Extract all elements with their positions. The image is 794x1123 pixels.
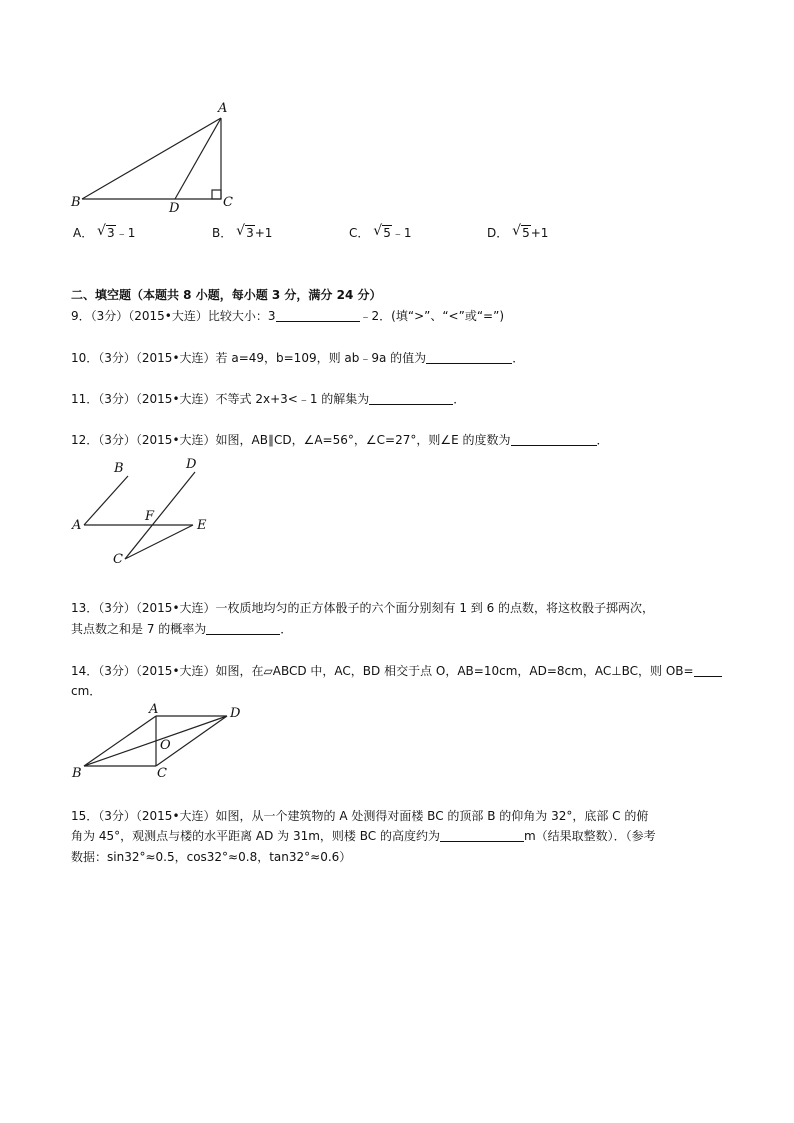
- label-c: C: [113, 552, 123, 567]
- question-text-after: m（结果取整数）．（参考: [523, 829, 656, 843]
- option-letter: C．: [349, 226, 370, 240]
- label-c: C: [157, 766, 167, 781]
- question-text: 12．（3分）（2015•大连）如图，AB∥CD，∠A=56°，∠C=27°，则∠E 的度数为: [71, 433, 511, 447]
- question-text-after: ．: [512, 351, 525, 365]
- question-text-after: ﹣2．(填“>”、“<”或“=”): [359, 309, 504, 323]
- question-text: 9．（3分）（2015•大连）比较大小：3: [71, 309, 276, 323]
- question-text: 11．（3分）（2015•大连）不等式 2x+3<﹣1 的解集为: [71, 392, 370, 406]
- question-text: 15．（3分）（2015•大连）如图，从一个建筑物的 A 处测得对面楼 BC 的顶部 B 的仰角为 32°，底部 C 的俯: [71, 809, 649, 823]
- question-text-after: ．: [453, 392, 466, 406]
- question-text-after: ．: [596, 433, 609, 447]
- label-b: B: [114, 461, 124, 476]
- radicand: 3: [107, 226, 115, 240]
- question-text: cm．: [71, 684, 102, 698]
- option-letter: B．: [212, 226, 233, 240]
- label-o: O: [160, 738, 171, 753]
- option-tail: +1: [254, 226, 273, 240]
- question-15-line2: [71, 826, 656, 846]
- option-letter: D．: [487, 226, 509, 240]
- option-tail: +1: [530, 226, 549, 240]
- segment-ab: [84, 716, 156, 766]
- label-b: B: [72, 766, 82, 781]
- label-d: D: [230, 706, 241, 721]
- answer-blank[interactable]: [440, 829, 524, 842]
- question-15-line3: [71, 847, 351, 867]
- label-b: B: [71, 195, 81, 210]
- sqrt-sign: √ 3: [97, 223, 115, 240]
- label-d: D: [186, 457, 197, 472]
- radicand: 5: [522, 226, 530, 240]
- question-text: 10．（3分）（2015•大连）若 a=49，b=109，则 ab﹣9a 的值为: [71, 351, 427, 365]
- option-letter: A．: [73, 226, 94, 240]
- label-e: E: [197, 518, 207, 533]
- sqrt-sign: √ 5: [512, 223, 530, 240]
- label-a: A: [149, 702, 159, 717]
- question-text: 数据：sin32°≈0.5，cos32°≈0.8，tan32°≈0.6）: [71, 850, 352, 864]
- question-text: 其点数之和是 7 的概率为: [71, 622, 207, 636]
- label-f: F: [145, 509, 155, 524]
- question-text: 角为 45°，观测点与楼的水平距离 AD 为 31m，则楼 BC 的高度约为: [71, 829, 440, 843]
- question-text-after: ．: [280, 622, 293, 636]
- sqrt-sign: √ 5: [373, 223, 391, 240]
- section-heading: 二、填空题（本题共 8 小题，每小题 3 分，满分 24 分）: [71, 288, 382, 302]
- label-d: D: [169, 201, 180, 216]
- question-text: 14．（3分）（2015•大连）如图，在▱ABCD 中，AC，BD 相交于点 O，AB=10cm，AD=8cm，AC⊥BC，则 OB=: [71, 664, 694, 678]
- label-c: C: [223, 195, 233, 210]
- label-a: A: [72, 518, 82, 533]
- option-tail: ﹣1: [391, 226, 412, 240]
- radicand: 3: [246, 226, 254, 240]
- label-a: A: [218, 101, 228, 116]
- radicand: 5: [383, 226, 391, 240]
- option-tail: ﹣1: [115, 226, 136, 240]
- question-15: [71, 806, 648, 826]
- sqrt-sign: √ 3: [236, 223, 254, 240]
- question-text: 13．（3分）（2015•大连）一枚质地均匀的正方体骰子的六个面分别刻有 1 到 6 的点数，将这枚骰子掷两次，: [71, 601, 655, 615]
